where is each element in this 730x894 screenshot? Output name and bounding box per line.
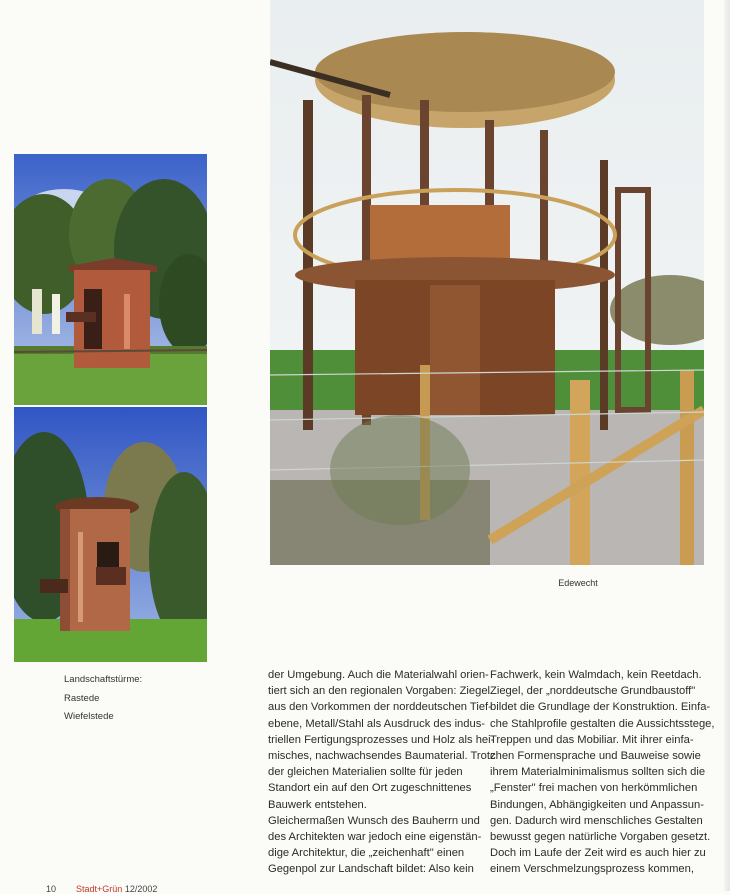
magazine-brand: Stadt+Grün [76, 884, 123, 894]
text-line: chen Formensprache und Bauweise sowie [490, 750, 701, 763]
text-line: Fachwerk, kein Walmdach, kein Reetdach. [490, 669, 702, 681]
text-line: Gleichermaßen Wunsch des Bauherrn und [268, 814, 480, 827]
text-line: dige Architektur, die „zeichenhaft" einen [268, 847, 465, 860]
text-line: Bindungen, Abhängigkeiten und Anpassun- [490, 798, 704, 811]
text-line: misches, nachwachsendes Baumaterial. Trotz [268, 750, 496, 763]
text-line: der Umgebung. Auch die Materialwahl orien- [268, 669, 489, 681]
text-line: Treppen und das Mobiliar. Mit ihrer einfa- [490, 733, 694, 746]
text-line: tiert sich an den regionalen Vorgaben: Ziegel [268, 685, 491, 698]
text-line: gen. Dadurch wird menschliches Gestalten [490, 814, 703, 827]
issue-number: 12/2002 [124, 884, 158, 894]
text-line: „Fenster" frei machen von herkömmlichen [490, 782, 698, 795]
caption-heading: Landschaftstürme: [64, 674, 143, 685]
text-line: ihrem Materialminimalismus sollten sich die [490, 766, 706, 779]
text-line: des Architekten war jedoch eine eigenstän- [268, 831, 482, 844]
text-line: Ziegel, der „norddeutsche Grundbaustoff" [490, 685, 696, 698]
main-photo-caption: Edewecht [558, 578, 598, 588]
text-line: che Stahlprofile gestalten die Aussichtsstege, [490, 717, 715, 730]
photo-edewecht-tower [270, 0, 704, 565]
text-line: ebene, Metall/Stahl als Ausdruck des indus- [268, 717, 486, 730]
text-column-right [490, 667, 715, 878]
page-number: 10 [46, 884, 57, 894]
text-line: Standort ein auf den Ort zugeschnittenes [268, 782, 472, 795]
text-line: der gleichen Materialien sollte für jeden [268, 766, 463, 779]
text-line: Bauwerk entstehen. [268, 798, 367, 811]
left-photo-caption [64, 671, 142, 727]
text-line: Doch im Laufe der Zeit wird es auch hier zu [490, 847, 706, 860]
text-line: Gegenpol zur Landschaft bildet: Also kein [268, 863, 474, 876]
photo-rastede-tower [14, 154, 207, 405]
text-column-left [268, 667, 496, 878]
text-line: aus den Vorkommen der norddeutschen Tief- [268, 701, 492, 714]
text-line: triellen Fertigungsprozesses und Holz als hei- [268, 733, 495, 746]
text-line: bewusst gegen natürliche Vorgaben gesetzt. [490, 831, 711, 844]
page-footer [46, 884, 157, 894]
page-edge [724, 0, 730, 891]
text-line: einem Verschmelzungsprozess kommen, [490, 863, 694, 876]
caption-rastede: Rastede [64, 692, 100, 704]
text-line: bildet die Grundlage der Konstruktion. Einfa- [490, 701, 711, 714]
caption-wiefelstede: Wiefelstede [64, 711, 114, 722]
photo-wiefelstede-tower [14, 407, 207, 662]
